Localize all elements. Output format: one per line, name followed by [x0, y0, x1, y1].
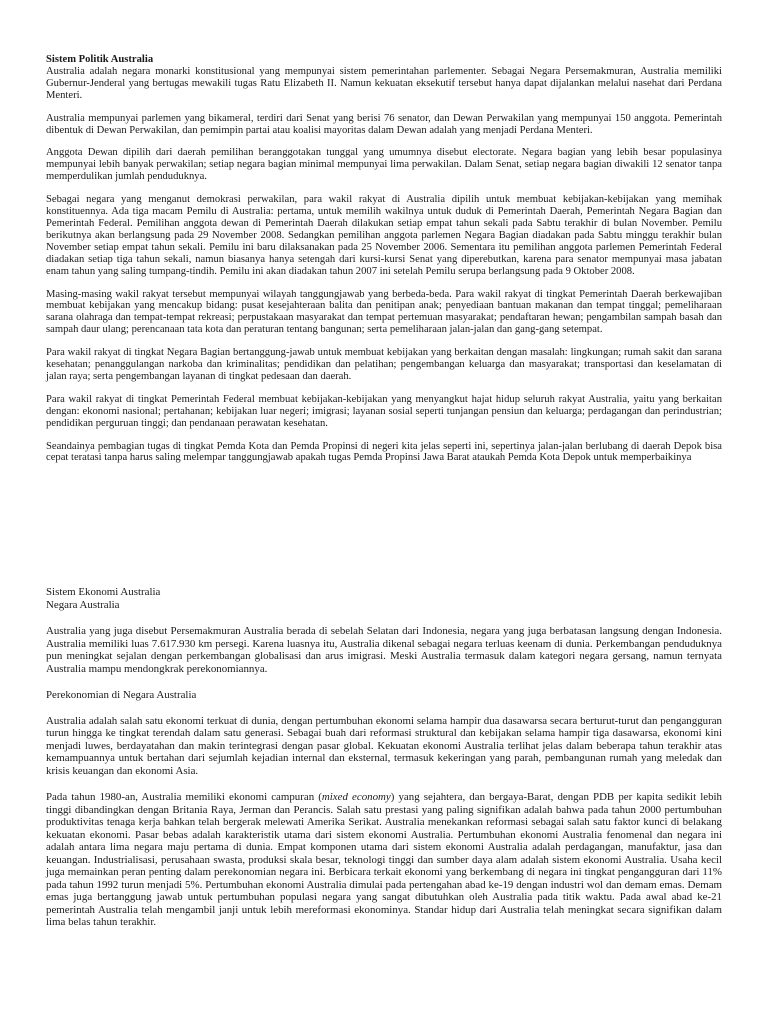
paragraph: Australia adalah salah satu ekonomi terkuat di dunia, dengan pertumbuhan ekonomi selama hampir dua dasawarsa secara berturut-turut dan pengangguran turun hingga ke tingkat terendah dalam satu generasi. Sebagai buah dari reformasi struktural dan kebijakan selama hampir tiga dasawarsa, ekonomi kini menjadi luwes, berdayatahan dan makin terintegrasi dengan pasar global. Kekuatan ekonomi Australia terlihat jelas dalam beberapa tahun terakhir atas kemampuannya untuk bertahan dari sejumlah kejadian internal dan eksternal, termasuk kekeringan yang parah, pembangunan rumah yang meledak dan krisis keuangan dan ekonomi Asia.: [46, 714, 722, 777]
section-subtitle: Negara Australia: [46, 598, 120, 611]
paragraph: Australia mempunyai parlemen yang bikameral, terdiri dari Senat yang berisi 76 senator, dan Dewan Perwakilan yang mempunyai 150 anggota. Pemerintah dibentuk di Dewan Perwakilan, dan pemimpin partai atau koalisi mayoritas dalam Dewan adalah yang menjadi Perdana Menteri.: [46, 112, 722, 136]
paragraph: Masing-masing wakil rakyat tersebut mempunyai wilayah tanggungjawab yang berbeda-beda. Para wakil rakyat di tingkat Pemerintah Daerah berkewajiban membuat kebijakan yang mencakup bidang: pusat kesejahteraan balita dan penitipan anak; penyediaan bantuan makanan dan tempat tinggal; pemeliharaan sarana olahraga dan tempat-tempat rekreasi; perpustakaan masyarakat dan tempat pertemuan masyarakat; pendaftaran hewan; pengambilan sampah basah dan sampah daur ulang; perencanaan tata kota dan peraturan tentang bangunan; serta pemeliharaan jalan-jalan dan gang-gang setempat.: [46, 288, 722, 336]
paragraph: Seandainya pembagian tugas di tingkat Pemda Kota dan Pemda Propinsi di negeri kita jelas seperti ini, sepertinya jalan-jalan berlubang di daerah Depok bisa cepat teratasi tanpa harus saling melempar tanggungjawab apakah tugas Pemda Propinsi Jawa Barat ataukah Pemda Kota Depok untuk memperbaikinya: [46, 440, 722, 464]
section-ekonomi: [46, 586, 722, 943]
subheading-perekonomian: Perekonomian di Negara Australia: [46, 689, 197, 701]
paragraph: Para wakil rakyat di tingkat Pemerintah Federal membuat kebijakan-kebijakan yang menyangkut hajat hidup seluruh rakyat Australia, yaitu yang berkaitan dengan: ekonomi nasional; pertahanan; kebijakan luar negeri; imigrasi; layanan sosial seperti tunjangan pensiun dan keluarga; perdagangan dan perindustrian; pendidikan perguruan tinggi; dan pendanaan perawatan kesehatan.: [46, 393, 722, 429]
italic-term: mixed economy: [321, 791, 391, 803]
section-title-politik: Sistem Politik Australia: [46, 54, 154, 65]
section-politik: [46, 54, 722, 464]
section-title-ekonomi: Sistem Ekonomi Australia: [46, 586, 161, 598]
paragraph-text: ) yang sejahtera, dan bergaya-Barat, dengan PDB per kapita sedikit lebih tinggi dibandingkan dengan Britania Raya, Jerman dan Perancis. Salah satu prestasi yang paling signifikan adalah bahwa pada tahun 2000 pertumbuhan produktivitas tenaga kerja bahkan telah bergerak melewati Amerika Serikat. Australia menekankan reformasi sebagai salah satu faktor kunci di belakang kekuatan ekonomi. Pasar bebas adalah karakteristik utama dari sistem ekonomi Australia. Pertumbuhan ekonomi Australia fenomenal dan negara ini adalah antara lima negara maju pertama di dunia. Empat komponen utama dari sistem ekonomi Australia adalah perdagangan, manufaktur, jasa dan keuangan. Industrialisasi, perusahaan swasta, produksi skala besar, teknologi tinggi dan sumber daya alam adalah sistem ekonomi Australia. Usaha kecil juga memainkan peran penting dalam perekonomian negara ini. Berbicara terkait ekonomi yang berkembang di negara ini tingkat pengangguran dari 11% pada tahun 1992 turun menjadi 5%. Pertumbuhan ekonomi Australia dimulai pada pertengahan abad ke-19 dengan industri wol dan demam emas. Demam emas juga bertanggung jawab untuk pertumbuhan populasi negara yang sangat dibutuhkan oleh Australia pada titik waktu. Pada awal abad ke-21 pemerintah Australia telah mengambil janji untuk lebih mereformasi ekonominya. Standar hidup dari Australia telah meningkat secara signifikan dalam lima belas tahun terakhir.: [46, 791, 722, 928]
paragraph: Anggota Dewan dipilih dari daerah pemilihan beranggotakan tunggal yang umumnya disebut electorate. Negara bagian yang lebih besar populasinya mempunyai lebih banyak perwakilan; setiap negara bagian minimal mempunyai lima perwakilan. Dalam Senat, setiap negara bagian diwakili 12 senator tanpa memperdulikan jumlah penduduknya.: [46, 147, 722, 183]
paragraph-text: Pada tahun 1980-an, Australia memiliki ekonomi campuran (: [46, 791, 322, 803]
paragraph: Sebagai negara yang menganut demokrasi perwakilan, para wakil rakyat di Australia dipilih untuk membuat kebijakan-kebijakan yang memihak konstituennya. Ada tiga macam Pemilu di Australia: pertama, untuk memilih wakilnya untuk duduk di Pemerintah Daerah, Pemerintah Negara Bagian dan Pemerintah Federal. Pemilihan anggota dewan di Pemerintah Daerah dilakukan setiap empat tahun sekali pada Sabtu terakhir di bulan November. Pemilu berikutnya akan berlangsung pada 29 November 2008. Sedangkan pemilihan anggota parlemen Negara Bagian diadakan pada Sabtu minggu terakhir bulan November setiap empat tahun sekali. Pemilu ini baru dilaksanakan pada 25 November 2006. Sementara itu pemilihan anggota parlemen Pemerintah Federal diadakan setiap tiga tahun sekali, namun biasanya hanya setengah dari kursi-kursi Senat yang diperebutkan, karena para senator mempunyai masa jabatan enam tahun yang saling tumpang-tindih. Pemilu ini akan diadakan tahun 2007 ini setelah Pemilu serupa berlangsung pada 9 Oktober 2008.: [46, 194, 722, 277]
paragraph: Para wakil rakyat di tingkat Negara Bagian bertanggung-jawab untuk membuat kebijakan yang berkaitan dengan masalah: lingkungan; rumah sakit dan sarana kesehatan; penanggulangan narkoba dan kriminalitas; pendidikan dan pelatihan; pengembangan keluarga dan masyarakat; transportasi dan keselamatan di jalan raya; serta pengembangan layanan di tingkat pedesaan dan daerah.: [46, 347, 722, 382]
section-heading-ekonomi: [46, 586, 722, 611]
paragraph: [46, 791, 722, 929]
paragraph: Australia adalah negara monarki konstitusional yang mempunyai sistem pemerintahan parlementer. Sebagai Negara Persemakmuran, Australia memiliki Gubernur-Jenderal yang bertugas mewakili tugas Ratu Elizabeth II. Namun kekuatan eksekutif tersebut hanya dapat dijalankan melalui nasehat dari Perdana Menteri.: [46, 65, 722, 101]
paragraph: Australia yang juga disebut Persemakmuran Australia berada di sebelah Selatan dari Indonesia, negara yang juga berbatasan langsung dengan Indonesia. Australia memiliki luas 7.617.930 km persegi. Karena luasnya itu, Australia dikenal sebagai negara terluas keenam di dunia. Perkembangan penduduknya pun meningkat sejalan dengan perkembangan globalisasi dan arus imigrasi. Meski Australia termasuk dalam kategori negara gersang, namun ternyata Australia mampu mendongkrak perekonomiannya.: [46, 625, 722, 675]
